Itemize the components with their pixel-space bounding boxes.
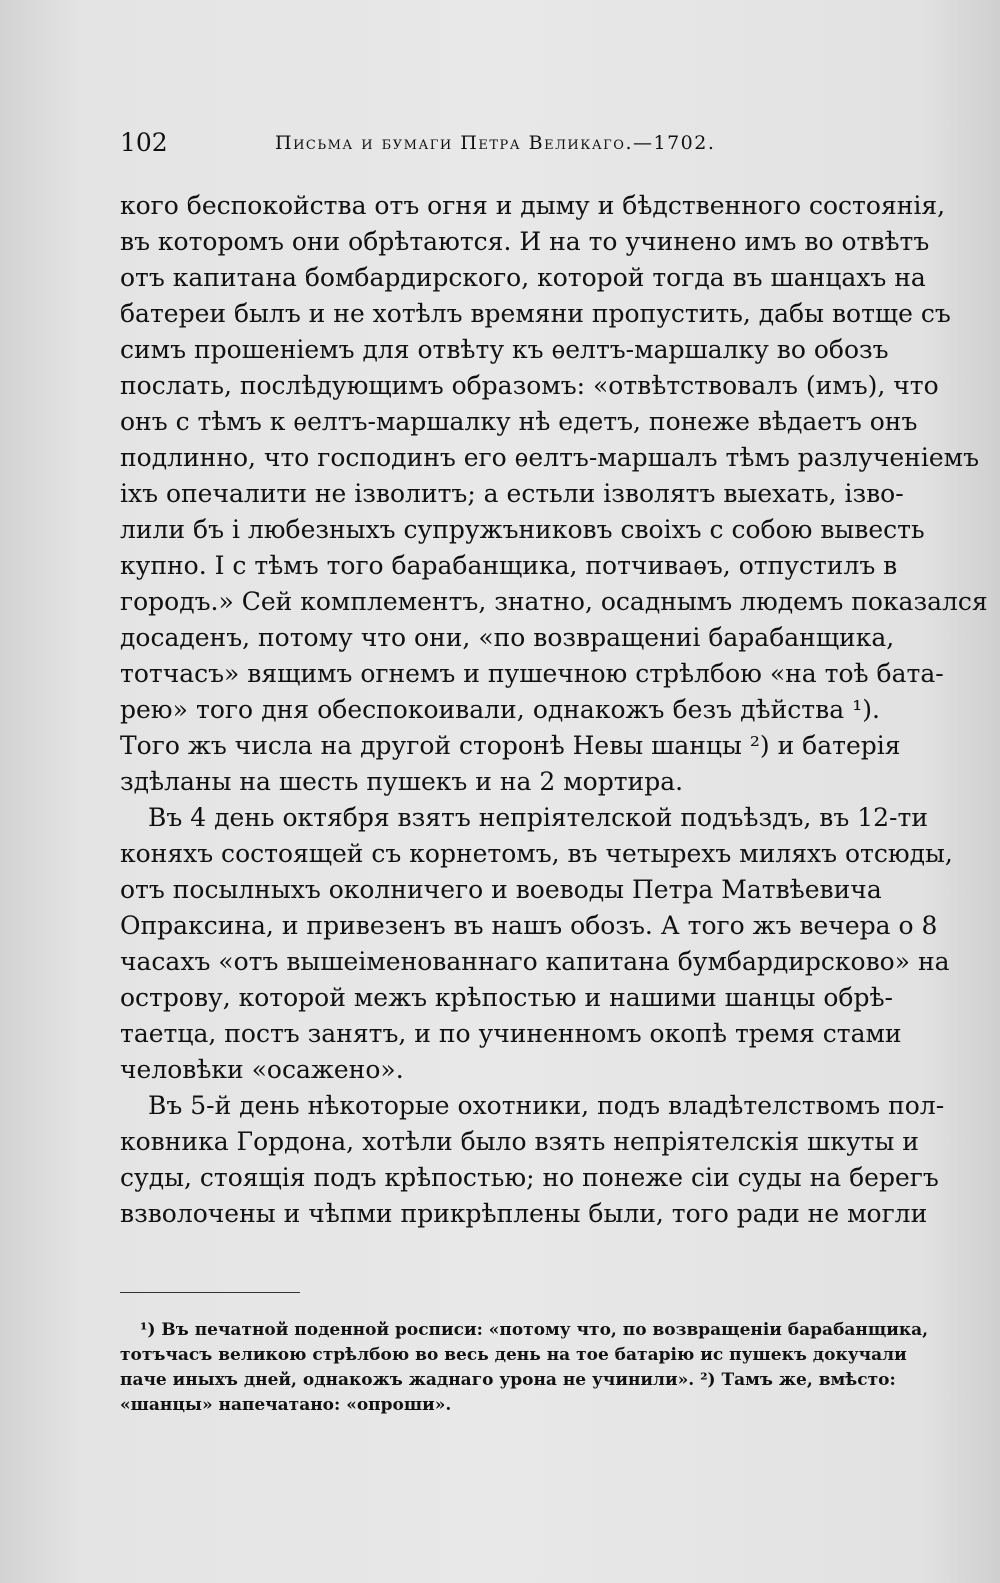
footnote-line: ¹) Въ печатной поденной росписи: «потому что, по возвращеніи барабанщика, xyxy=(140,1320,929,1340)
text-line: онъ с тѣмъ к ѳелтъ-маршалку нѣ едетъ, понеже вѣдаетъ онъ xyxy=(120,407,918,436)
page-number: 102 xyxy=(120,128,168,157)
text-line: человѣки «осажено». xyxy=(120,1055,404,1084)
text-line: купно. І с тѣмъ того барабанщика, потчиваѳъ, отпустилъ в xyxy=(120,551,898,580)
text-line: часахъ «отъ вышеіменованнаго капитана бумбардирсково» на xyxy=(120,947,950,976)
text-line: кого беспокойства отъ огня и дыму и бѣдственного состоянія, xyxy=(120,191,946,220)
footnote-separator xyxy=(120,1292,300,1293)
text-line: городъ.» Сей комплементъ, знатно, осаднымъ людемъ показался xyxy=(120,587,988,616)
footnote-line: тотъчасъ великою стрѣлбою во весь день на тое батарію ис пушекъ докучали xyxy=(120,1345,907,1365)
text-line: острову, которой межъ крѣпостью и нашими шанцы обрѣ- xyxy=(120,983,893,1012)
text-line: въ которомъ они обрѣтаются. И на то учинено имъ во отвѣтъ xyxy=(120,227,930,256)
text-line: отъ посылныхъ околничего и воеводы Петра Матвѣевича xyxy=(120,875,882,904)
text-line: батереи былъ и не хотѣлъ времяни пропустить, дабы вотще съ xyxy=(120,299,951,328)
footnotes xyxy=(120,1318,929,1418)
text-line: отъ капитана бомбардирского, которой тогда въ шанцахъ на xyxy=(120,263,926,292)
body-text xyxy=(120,188,988,1232)
text-line: Опраксина, и привезенъ въ нашъ обозъ. А того жъ вечера о 8 xyxy=(120,911,938,940)
text-line: ковника Гордона, хотѣли было взять непріятелскія шкуты и xyxy=(120,1127,919,1156)
text-line: здѣланы на шесть пушекъ и на 2 мортира. xyxy=(120,767,684,796)
text-line: досаденъ, потому что они, «по возвращениі барабанщика, xyxy=(120,623,895,652)
text-line: симъ прошеніемъ для отвѣту къ ѳелтъ-маршалку во обозъ xyxy=(120,335,889,364)
text-line: іхъ опечалити не ізволитъ; а естьли ізволятъ выехать, ізво- xyxy=(120,479,904,508)
text-line: послать, послѣдующимъ образомъ: «отвѣтствовалъ (имъ), что xyxy=(120,371,939,400)
text-line: Въ 4 день октября взятъ непріятелской подъѣздъ, въ 12-ти xyxy=(148,803,928,832)
text-line: подлинно, что господинъ его ѳелтъ-маршалъ тѣмъ разлученіемъ xyxy=(120,443,979,472)
footnote-line: паче иныхъ дней, однакожъ жаднаго урона не учинили». ²) Тамъ же, вмѣсто: xyxy=(120,1370,896,1390)
text-line: Въ 5-й день нѣкоторые охотники, подъ владѣтелствомъ пол- xyxy=(148,1091,945,1120)
text-line: суды, стоящія подъ крѣпостью; но понеже сіи суды на берегъ xyxy=(120,1163,939,1192)
text-line: таетца, постъ занятъ, и по учиненномъ окопѣ тремя стами xyxy=(120,1019,902,1048)
text-line: Того жъ числа на другой сторонѣ Невы шанцы ²) и батерія xyxy=(120,731,901,760)
text-line: рею» того дня обеспокоивали, однакожъ безъ дѣйства ¹). xyxy=(120,695,880,724)
text-line: коняхъ состоящей съ корнетомъ, въ четырехъ миляхъ отсюды, xyxy=(120,839,953,868)
running-title: Письма и бумаги Петра Великаго.—1702. xyxy=(275,132,716,154)
text-line: тотчасъ» вящимъ огнемъ и пушечною стрѣлбою «на тоѣ бата- xyxy=(120,659,944,688)
text-line: лили бъ і любезныхъ супружъниковъ своіхъ с собою вывесть xyxy=(120,515,925,544)
page-header xyxy=(120,128,880,168)
text-line: взволочены и чѣпми прикрѣплены были, того ради не могли xyxy=(120,1199,928,1228)
footnote-line: «шанцы» напечатано: «опроши». xyxy=(120,1395,452,1415)
